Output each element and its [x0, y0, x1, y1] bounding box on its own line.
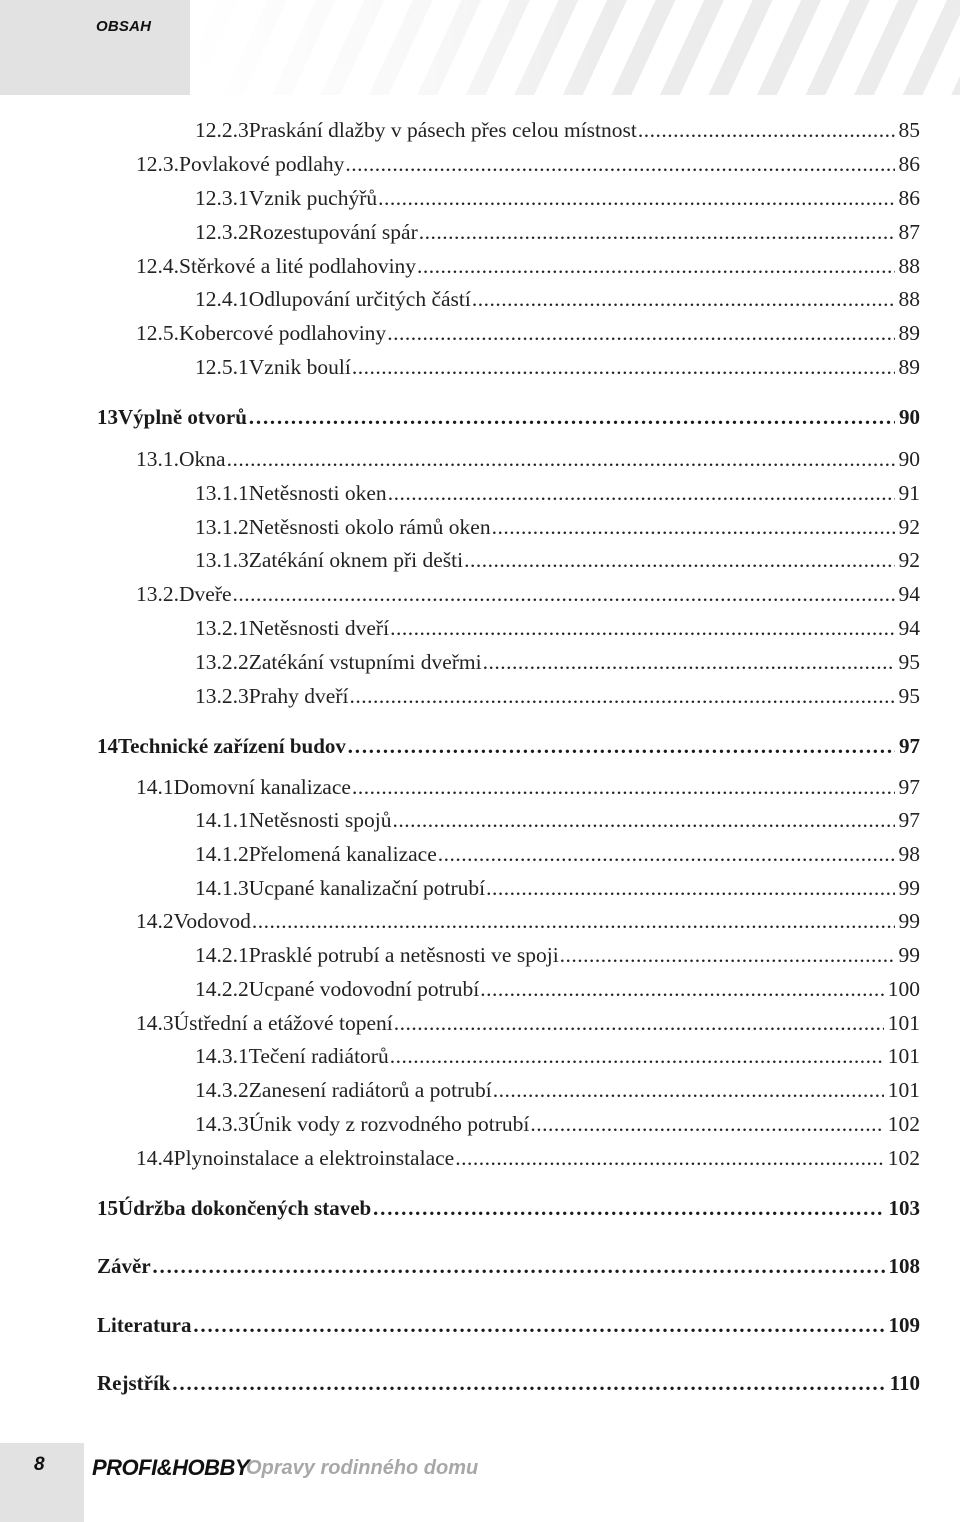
toc-entry — [195, 355, 920, 380]
toc-entry — [195, 1078, 920, 1103]
toc-title: Odlupování určitých částí — [248, 287, 471, 311]
toc-title: Okna — [179, 447, 226, 471]
dot-leader — [530, 1112, 883, 1137]
toc-entry — [136, 909, 920, 934]
dot-leader — [352, 355, 895, 380]
toc-title: Tečení radiátorů — [248, 1044, 389, 1068]
toc-page-number: 94 — [898, 582, 920, 606]
toc-number: 12.4. — [136, 254, 179, 278]
toc-entry — [195, 1044, 920, 1069]
toc-page-number: 95 — [898, 684, 920, 708]
toc-entry — [195, 287, 920, 312]
dot-leader — [483, 650, 895, 675]
toc-page-number: 91 — [898, 481, 920, 505]
toc-title: Netěsnosti dveří — [248, 616, 390, 640]
toc-number: 14.3 — [136, 1011, 174, 1035]
toc-entry — [195, 684, 920, 709]
dot-leader — [492, 515, 895, 540]
toc-page-number: 100 — [887, 977, 920, 1001]
toc-page-number: 99 — [898, 943, 920, 967]
dot-leader — [387, 321, 894, 346]
dot-leader — [372, 1196, 884, 1221]
toc-title: Prasklé potrubí a netěsnosti ve spoji — [248, 943, 559, 967]
toc-title: Zatékání oknem při dešti — [248, 548, 464, 572]
toc-title: Vznik boulí — [248, 355, 351, 379]
dot-leader — [493, 1078, 884, 1103]
toc-chapter-entry — [97, 1196, 920, 1221]
toc-chapter-entry — [97, 734, 920, 759]
toc-title: Technické zařízení budov — [118, 734, 346, 758]
toc-entry — [136, 582, 920, 607]
toc-entry — [195, 220, 920, 245]
page-number: 8 — [34, 1454, 45, 1475]
toc-entry — [195, 186, 920, 211]
toc-entry — [195, 808, 920, 833]
toc-entry — [195, 876, 920, 901]
toc-title: Vznik puchýřů — [248, 186, 378, 210]
toc-title: Plynoinstalace a elektroinstalace — [173, 1146, 455, 1170]
toc-page-number: 101 — [887, 1078, 920, 1102]
toc-entry — [136, 152, 920, 177]
toc-title: Domovní kanalizace — [173, 775, 351, 799]
dot-leader — [419, 220, 895, 245]
toc-number: 14.4 — [136, 1146, 174, 1170]
toc-number: 14.3.3 — [195, 1112, 249, 1136]
toc-page-number: 109 — [888, 1313, 920, 1337]
toc-entry — [136, 1146, 920, 1171]
toc-title: Kobercové podlahoviny — [179, 321, 387, 345]
toc-number: 14.2.2 — [195, 977, 249, 1001]
toc-number: 14.1 — [136, 775, 174, 799]
toc-chapter-entry — [97, 405, 920, 430]
toc-number: 13.1.3 — [195, 548, 249, 572]
toc-page-number: 101 — [887, 1011, 920, 1035]
dot-leader — [378, 186, 894, 211]
toc-entry — [136, 447, 920, 472]
toc-number: 13.2.2 — [195, 650, 249, 674]
toc-title: Povlakové podlahy — [179, 152, 345, 176]
toc-page-number: 89 — [898, 321, 920, 345]
toc-title: Netěsnosti spojů — [248, 808, 392, 832]
dot-leader — [480, 977, 884, 1002]
toc-title: Ucpané vodovodní potrubí — [248, 977, 480, 1001]
dot-leader — [417, 254, 894, 279]
toc-page-number: 99 — [898, 909, 920, 933]
toc-entry — [195, 842, 920, 867]
dot-leader — [345, 152, 894, 177]
toc-title: Netěsnosti oken — [248, 481, 387, 505]
toc-entry — [195, 1112, 920, 1137]
toc-entry — [195, 548, 920, 573]
toc-page-number: 97 — [899, 734, 920, 758]
toc-page-number: 88 — [898, 287, 920, 311]
toc-page-number: 90 — [899, 405, 920, 429]
toc-number: 12.3.2 — [195, 220, 249, 244]
toc-entry — [195, 118, 920, 143]
toc-entry — [136, 254, 920, 279]
toc-title: Údržba dokončených staveb — [118, 1196, 372, 1220]
toc-number: 13.2.1 — [195, 616, 249, 640]
toc-number: 14.2 — [136, 909, 174, 933]
section-label: OBSAH — [96, 18, 152, 35]
toc-title: Přelomená kanalizace — [248, 842, 437, 866]
toc-page-number: 88 — [898, 254, 920, 278]
dot-leader — [388, 481, 895, 506]
dot-leader — [347, 734, 895, 759]
toc-page-number: 94 — [898, 616, 920, 640]
dot-leader — [455, 1146, 884, 1171]
toc-title: Rozestupování spár — [248, 220, 418, 244]
toc-title: Rejstřík — [97, 1371, 171, 1395]
toc-page-number: 95 — [898, 650, 920, 674]
toc-number: 13.1.2 — [195, 515, 249, 539]
toc-title: Zatékání vstupními dveřmi — [248, 650, 482, 674]
toc-page-number: 92 — [898, 515, 920, 539]
toc-title: Netěsnosti okolo rámů oken — [248, 515, 491, 539]
dot-leader — [638, 118, 895, 143]
toc-number: 14 — [97, 734, 118, 758]
dot-leader — [392, 808, 894, 833]
toc-chapter-entry — [97, 1371, 920, 1396]
toc-page-number: 102 — [887, 1146, 920, 1170]
toc-title: Praskání dlažby v pásech přes celou místnost — [248, 118, 637, 142]
toc-chapter-entry — [97, 1254, 920, 1279]
toc-page-number: 102 — [887, 1112, 920, 1136]
dot-leader — [560, 943, 895, 968]
toc-number: 12.4.1 — [195, 287, 249, 311]
toc-page-number: 99 — [898, 876, 920, 900]
toc-title: Vodovod — [173, 909, 251, 933]
toc-number: 14.1.3 — [195, 876, 249, 900]
toc-entry — [136, 775, 920, 800]
dot-leader — [390, 616, 894, 641]
dot-leader — [152, 1254, 885, 1279]
dot-leader — [390, 1044, 884, 1069]
toc-entry — [195, 616, 920, 641]
toc-page-number: 86 — [898, 152, 920, 176]
toc-number: 14.3.1 — [195, 1044, 249, 1068]
toc-number: 14.1.1 — [195, 808, 249, 832]
toc-entry — [195, 650, 920, 675]
toc-page-number: 101 — [887, 1044, 920, 1068]
dot-leader — [248, 405, 895, 430]
toc-title: Ústřední a etážové topení — [173, 1011, 393, 1035]
toc-number: 12.2.3 — [195, 118, 249, 142]
toc-page-number: 108 — [888, 1254, 920, 1278]
toc-page-number: 90 — [898, 447, 920, 471]
toc-chapter-entry — [97, 1313, 920, 1338]
toc-number: 13 — [97, 405, 118, 429]
dot-leader — [352, 775, 895, 800]
dot-leader — [349, 684, 894, 709]
toc-entry — [195, 943, 920, 968]
toc-title: Únik vody z rozvodného potrubí — [248, 1112, 530, 1136]
toc-number: 13.1.1 — [195, 481, 249, 505]
toc-number: 13.2. — [136, 582, 179, 606]
brand-logo: PROFI&HOBBY — [92, 1455, 250, 1480]
dot-leader — [472, 287, 895, 312]
toc-page-number: 87 — [898, 220, 920, 244]
toc-page-number: 98 — [898, 842, 920, 866]
dot-leader — [192, 1313, 884, 1338]
toc-page-number: 97 — [898, 808, 920, 832]
toc-page-number: 97 — [898, 775, 920, 799]
toc-entry — [195, 977, 920, 1002]
dot-leader — [394, 1011, 884, 1036]
toc-title: Ucpané kanalizační potrubí — [248, 876, 486, 900]
toc-number: 12.5.1 — [195, 355, 249, 379]
toc-page-number: 89 — [898, 355, 920, 379]
toc-entry — [195, 481, 920, 506]
toc-number: 13.2.3 — [195, 684, 249, 708]
toc-title: Literatura — [97, 1313, 192, 1337]
toc-page-number: 103 — [888, 1196, 920, 1220]
toc-number: 15 — [97, 1196, 118, 1220]
toc-number: 12.3. — [136, 152, 179, 176]
dot-leader — [252, 909, 895, 934]
toc-number: 12.5. — [136, 321, 179, 345]
toc-page-number: 85 — [898, 118, 920, 142]
book-subtitle: Opravy rodinného domu — [246, 1457, 479, 1479]
dot-leader — [171, 1371, 885, 1396]
toc-page-number: 110 — [889, 1371, 920, 1395]
toc-number: 12.3.1 — [195, 186, 249, 210]
toc-title: Stěrkové a lité podlahoviny — [179, 254, 417, 278]
toc-entry — [136, 1011, 920, 1036]
toc-title: Dveře — [179, 582, 232, 606]
dot-leader — [464, 548, 894, 573]
toc-entry — [195, 515, 920, 540]
dot-leader — [486, 876, 894, 901]
toc-number: 13.1. — [136, 447, 179, 471]
toc-title: Závěr — [97, 1254, 151, 1278]
dot-leader — [227, 447, 895, 472]
toc-title: Prahy dveří — [248, 684, 349, 708]
toc-number: 14.2.1 — [195, 943, 249, 967]
toc-title: Zanesení radiátorů a potrubí — [248, 1078, 492, 1102]
toc-page-number: 92 — [898, 548, 920, 572]
dot-leader — [438, 842, 895, 867]
toc-entry — [136, 321, 920, 346]
toc-number: 14.3.2 — [195, 1078, 249, 1102]
toc-title: Výplně otvorů — [118, 405, 247, 429]
toc-page-number: 86 — [898, 186, 920, 210]
dot-leader — [233, 582, 895, 607]
toc-number: 14.1.2 — [195, 842, 249, 866]
